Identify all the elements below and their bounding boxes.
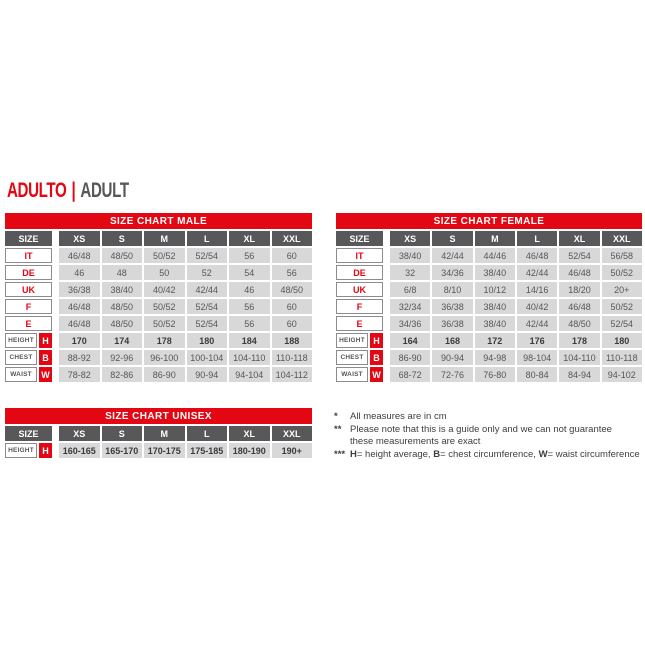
footnote-text-line-2: these measurements are exact — [350, 435, 481, 447]
page-title-separator: | — [71, 179, 76, 202]
value-cell: 172 — [475, 333, 515, 348]
size-chart-title-bar: SIZE CHART UNISEX — [5, 408, 312, 424]
measure-label-group — [5, 443, 52, 458]
legend-b-text: = chest circumference, — [440, 448, 539, 460]
country-row-label: UK — [336, 282, 383, 297]
size-column-header: SIZE — [5, 426, 52, 441]
value-cell: 42/44 — [517, 316, 557, 331]
value-cell: 50/52 — [144, 248, 185, 263]
value-cell: 164 — [390, 333, 430, 348]
size-column-header: L — [187, 426, 228, 441]
country-row-label: F — [5, 299, 52, 314]
value-cell: 42/44 — [517, 265, 557, 280]
size-column-header: S — [102, 231, 143, 246]
measure-badge: B — [39, 350, 52, 365]
legend-w-text: = waist circumference — [547, 448, 640, 460]
size-column-header: XL — [559, 231, 599, 246]
measure-row-label: WAIST — [5, 367, 37, 382]
size-column-header: XXL — [272, 426, 313, 441]
table-row — [336, 265, 642, 280]
table-row — [5, 265, 312, 280]
value-cell: 180 — [187, 333, 228, 348]
measure-label-group — [336, 333, 383, 348]
page-title-adult: ADULT — [80, 179, 129, 202]
table-row — [5, 282, 312, 297]
value-cell: 175-185 — [187, 443, 228, 458]
measure-badge: H — [370, 333, 383, 348]
value-cell: 48/50 — [559, 316, 599, 331]
page-title — [7, 179, 129, 203]
value-cell: 10/12 — [475, 282, 515, 297]
measure-label-group — [5, 333, 52, 348]
size-chart-unisex-table — [5, 408, 312, 458]
value-cell: 46/48 — [517, 248, 557, 263]
value-cell: 48/50 — [102, 248, 143, 263]
value-cell: 92-96 — [102, 350, 143, 365]
value-cell: 52/54 — [187, 248, 228, 263]
value-cell: 32 — [390, 265, 430, 280]
value-cell: 56 — [229, 316, 270, 331]
value-cell: 46/48 — [559, 299, 599, 314]
value-cell: 60 — [272, 248, 313, 263]
measure-badge: W — [370, 367, 383, 382]
measure-row-label: WAIST — [336, 367, 368, 382]
footnotes — [334, 411, 644, 462]
value-cell: 38/40 — [390, 248, 430, 263]
size-column-header: S — [432, 231, 472, 246]
value-cell: 50/52 — [144, 299, 185, 314]
value-cell: 184 — [229, 333, 270, 348]
table-row — [5, 248, 312, 263]
legend-h-text: = height average, — [356, 448, 434, 460]
value-cell: 84-94 — [559, 367, 599, 382]
value-cell: 160-165 — [59, 443, 100, 458]
value-cell: 40/42 — [517, 299, 557, 314]
table-row — [5, 316, 312, 331]
value-cell: 170 — [59, 333, 100, 348]
value-cell: 86-90 — [144, 367, 185, 382]
value-cell: 56 — [229, 248, 270, 263]
value-cell: 52/54 — [187, 316, 228, 331]
value-cell: 48/50 — [102, 299, 143, 314]
value-cell: 72-76 — [432, 367, 472, 382]
value-cell: 98-104 — [517, 350, 557, 365]
value-cell: 94-98 — [475, 350, 515, 365]
value-cell: 90-94 — [187, 367, 228, 382]
table-header-row — [5, 231, 312, 246]
value-cell: 178 — [559, 333, 599, 348]
country-row-label: DE — [5, 265, 52, 280]
size-column-header: XS — [59, 426, 100, 441]
value-cell: 60 — [272, 299, 313, 314]
value-cell: 104-110 — [559, 350, 599, 365]
value-cell: 88-92 — [59, 350, 100, 365]
footnote-marker: * — [334, 411, 338, 422]
value-cell: 46/48 — [559, 265, 599, 280]
measure-label-group — [336, 350, 383, 365]
value-cell: 46/48 — [59, 248, 100, 263]
size-column-header: XXL — [602, 231, 642, 246]
value-cell: 52 — [187, 265, 228, 280]
measure-label-group — [5, 367, 52, 382]
size-column-header: SIZE — [5, 231, 52, 246]
value-cell: 18/20 — [559, 282, 599, 297]
value-cell: 38/40 — [102, 282, 143, 297]
table-row — [5, 350, 312, 365]
footnote-text: All measures are in cm — [350, 411, 447, 422]
value-cell: 42/44 — [432, 248, 472, 263]
size-chart-male-table — [5, 213, 312, 382]
measure-badge: W — [39, 367, 52, 382]
table-row — [336, 333, 642, 348]
country-row-label: UK — [5, 282, 52, 297]
value-cell: 104-112 — [272, 367, 313, 382]
country-row-label: F — [336, 299, 383, 314]
value-cell: 52/54 — [187, 299, 228, 314]
size-column-header: XL — [229, 426, 270, 441]
size-chart-title-bar: SIZE CHART FEMALE — [336, 213, 642, 229]
footnote-measures-cm — [334, 411, 644, 423]
value-cell: 50/52 — [144, 316, 185, 331]
value-cell: 176 — [517, 333, 557, 348]
value-cell: 190+ — [272, 443, 313, 458]
country-row-label: IT — [336, 248, 383, 263]
value-cell: 46/48 — [59, 316, 100, 331]
value-cell: 170-175 — [144, 443, 185, 458]
value-cell: 56 — [272, 265, 313, 280]
value-cell: 50 — [144, 265, 185, 280]
value-cell: 34/36 — [432, 265, 472, 280]
size-column-header: S — [102, 426, 143, 441]
size-chart-title-bar: SIZE CHART MALE — [5, 213, 312, 229]
country-row-label: E — [336, 316, 383, 331]
value-cell: 90-94 — [432, 350, 472, 365]
value-cell: 180 — [602, 333, 642, 348]
size-column-header: M — [475, 231, 515, 246]
size-column-header: XXL — [272, 231, 313, 246]
table-row — [336, 350, 642, 365]
value-cell: 36/38 — [432, 299, 472, 314]
value-cell: 8/10 — [432, 282, 472, 297]
footnote-marker: ** — [334, 424, 342, 435]
value-cell: 36/38 — [432, 316, 472, 331]
table-row — [5, 333, 312, 348]
value-cell: 68-72 — [390, 367, 430, 382]
value-cell: 180-190 — [229, 443, 270, 458]
value-cell: 46 — [229, 282, 270, 297]
value-cell: 38/40 — [475, 265, 515, 280]
table-row — [5, 367, 312, 382]
table-row — [336, 248, 642, 263]
value-cell: 174 — [102, 333, 143, 348]
value-cell: 56 — [229, 299, 270, 314]
table-header-row — [336, 231, 642, 246]
value-cell: 32/34 — [390, 299, 430, 314]
footnote-marker: *** — [334, 448, 346, 460]
footnote-text — [350, 449, 644, 461]
value-cell: 34/36 — [390, 316, 430, 331]
value-cell: 36/38 — [59, 282, 100, 297]
value-cell: 52/54 — [559, 248, 599, 263]
country-row-label: DE — [336, 265, 383, 280]
size-column-header: M — [144, 426, 185, 441]
value-cell: 86-90 — [390, 350, 430, 365]
value-cell: 60 — [272, 316, 313, 331]
value-cell: 110-118 — [272, 350, 313, 365]
value-cell: 46 — [59, 265, 100, 280]
value-cell: 42/44 — [187, 282, 228, 297]
measure-row-label: HEIGHT — [5, 443, 37, 458]
value-cell: 165-170 — [102, 443, 143, 458]
value-cell: 40/42 — [144, 282, 185, 297]
measure-row-label: HEIGHT — [5, 333, 37, 348]
value-cell: 100-104 — [187, 350, 228, 365]
value-cell: 76-80 — [475, 367, 515, 382]
value-cell: 178 — [144, 333, 185, 348]
size-column-header: XL — [229, 231, 270, 246]
measure-row-label: HEIGHT — [336, 333, 368, 348]
country-row-label: E — [5, 316, 52, 331]
size-column-header: XS — [390, 231, 430, 246]
legend-w: W — [538, 448, 548, 460]
country-row-label: IT — [5, 248, 52, 263]
size-column-header: M — [144, 231, 185, 246]
measure-badge: B — [370, 350, 383, 365]
value-cell: 38/40 — [475, 316, 515, 331]
value-cell: 82-86 — [102, 367, 143, 382]
value-cell: 110-118 — [602, 350, 642, 365]
value-cell: 44/46 — [475, 248, 515, 263]
value-cell: 78-82 — [59, 367, 100, 382]
size-column-header: L — [517, 231, 557, 246]
value-cell: 94-104 — [229, 367, 270, 382]
value-cell: 168 — [432, 333, 472, 348]
measure-label-group — [336, 367, 383, 382]
value-cell: 46/48 — [59, 299, 100, 314]
value-cell: 6/8 — [390, 282, 430, 297]
value-cell: 48/50 — [272, 282, 313, 297]
footnote-legend — [334, 449, 644, 461]
measure-row-label: CHEST — [5, 350, 37, 365]
size-chart-female-table — [336, 213, 642, 382]
table-row — [336, 282, 642, 297]
value-cell: 94-102 — [602, 367, 642, 382]
value-cell: 80-84 — [517, 367, 557, 382]
footnote-text-line-1: Please note that this is a guide only and we can not guarantee — [350, 424, 612, 435]
table-row — [336, 367, 642, 382]
value-cell: 38/40 — [475, 299, 515, 314]
measure-row-label: CHEST — [336, 350, 368, 365]
value-cell: 188 — [272, 333, 313, 348]
page-title-adulto: ADULTO — [7, 179, 67, 202]
value-cell: 50/52 — [602, 299, 642, 314]
value-cell: 54 — [229, 265, 270, 280]
size-column-header: L — [187, 231, 228, 246]
value-cell: 20+ — [602, 282, 642, 297]
size-column-header: XS — [59, 231, 100, 246]
value-cell: 48/50 — [102, 316, 143, 331]
table-row — [5, 299, 312, 314]
value-cell: 14/16 — [517, 282, 557, 297]
value-cell: 104-110 — [229, 350, 270, 365]
table-row — [336, 299, 642, 314]
table-header-row — [5, 426, 312, 441]
measure-label-group — [5, 350, 52, 365]
table-row — [336, 316, 642, 331]
measure-badge: H — [39, 443, 52, 458]
size-column-header: SIZE — [336, 231, 383, 246]
table-row — [5, 443, 312, 458]
measure-badge: H — [39, 333, 52, 348]
legend-h: H — [350, 448, 357, 460]
value-cell: 52/54 — [602, 316, 642, 331]
footnote-guide-only — [334, 424, 644, 447]
legend-b: B — [433, 448, 441, 460]
value-cell: 50/52 — [602, 265, 642, 280]
footnote-text — [350, 424, 644, 447]
value-cell: 96-100 — [144, 350, 185, 365]
value-cell: 48 — [102, 265, 143, 280]
value-cell: 56/58 — [602, 248, 642, 263]
